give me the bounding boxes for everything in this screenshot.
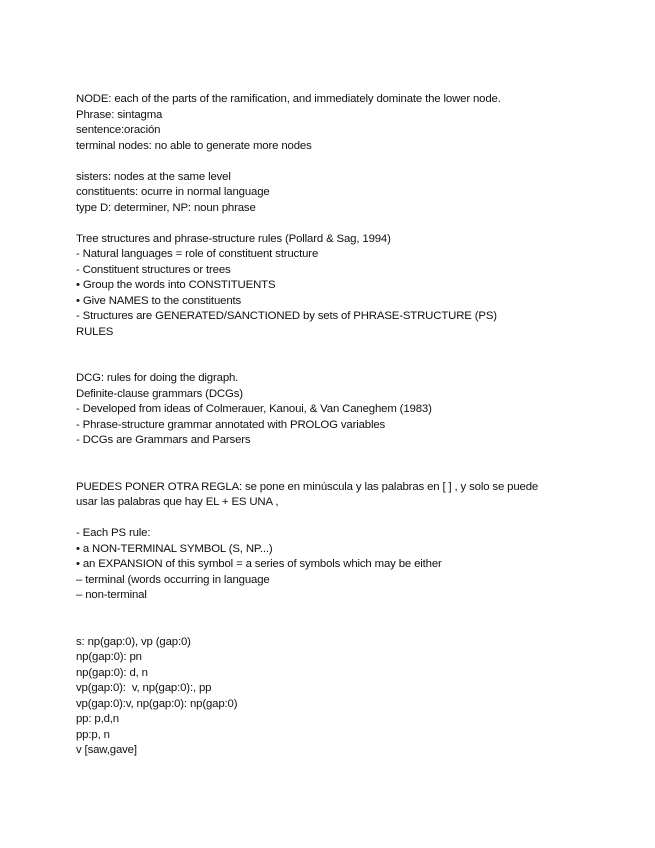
text-line: type D: determiner, NP: noun phrase — [76, 201, 256, 214]
spacer — [76, 449, 576, 480]
dcg-block — [76, 371, 576, 449]
text-line: vp(gap:0):v, np(gap:0): np(gap:0) — [76, 697, 238, 710]
text-line: Definite-clause grammars (DCGs) — [76, 387, 243, 400]
terms-block — [76, 170, 576, 217]
text-line: - Structures are GENERATED/SANCTIONED by sets of PHRASE-STRUCTURE (PS) — [76, 310, 497, 322]
text-line: - Each PS rule: — [76, 527, 151, 539]
spacer — [76, 511, 576, 527]
text-line: s: np(gap:0), vp (gap:0) — [76, 635, 191, 648]
text-line: RULES — [76, 325, 114, 338]
document-body — [76, 92, 576, 759]
spacer — [76, 604, 576, 635]
text-line: - Constituent structures or trees — [76, 263, 231, 276]
text-line: np(gap:0): d, n — [76, 666, 148, 679]
text-line: • a NON-TERMINAL SYMBOL (S, NP...) — [76, 542, 273, 555]
text-line: PUEDES PONER OTRA REGLA: se pone en minúscula y las palabras en [ ] , y solo se puede — [76, 480, 539, 493]
text-line: Phrase: sintagma — [76, 108, 163, 121]
text-line: - DCGs are Grammars and Parsers — [76, 434, 251, 446]
text-line: • an EXPANSION of this symbol = a series of symbols which may be either — [76, 558, 442, 570]
text-line: NODE: each of the parts of the ramification, and immediately dominate the lower node. — [76, 93, 501, 105]
definitions-block — [76, 92, 576, 154]
text-line: – non-terminal — [76, 589, 147, 601]
text-line: sisters: nodes at the same level — [76, 170, 231, 183]
text-line: • Group the words into CONSTITUENTS — [76, 279, 276, 291]
grammar-rules-block — [76, 635, 576, 759]
text-line: constituents: ocurre in normal language — [76, 186, 270, 198]
spacer — [76, 154, 576, 170]
text-line: np(gap:0): pn — [76, 651, 142, 663]
text-line: v [saw,gave] — [76, 744, 137, 756]
text-line: terminal nodes: no able to generate more nodes — [76, 139, 312, 152]
text-line: – terminal (words occurring in language — [76, 573, 270, 586]
text-line: pp:p, n — [76, 728, 110, 741]
text-line: sentence:oración — [76, 124, 161, 136]
text-line: - Natural languages = role of constituent structure — [76, 248, 319, 260]
text-line: Tree structures and phrase-structure rules (Pollard & Sag, 1994) — [76, 232, 391, 245]
text-line: DCG: rules for doing the digraph. — [76, 372, 239, 384]
tree-structures-block — [76, 232, 576, 341]
note-block — [76, 480, 576, 511]
text-line: - Phrase-structure grammar annotated with PROLOG variables — [76, 418, 386, 431]
spacer — [76, 216, 576, 232]
ps-rule-block — [76, 526, 576, 604]
text-line: pp: p,d,n — [76, 713, 119, 725]
text-line: • Give NAMES to the constituents — [76, 294, 242, 307]
text-line: usar las palabras que hay EL + ES UNA , — [76, 496, 279, 508]
text-line: - Developed from ideas of Colmerauer, Kanoui, & Van Caneghem (1983) — [76, 403, 432, 415]
spacer — [76, 340, 576, 371]
text-line: vp(gap:0): v, np(gap:0):, pp — [76, 682, 212, 694]
